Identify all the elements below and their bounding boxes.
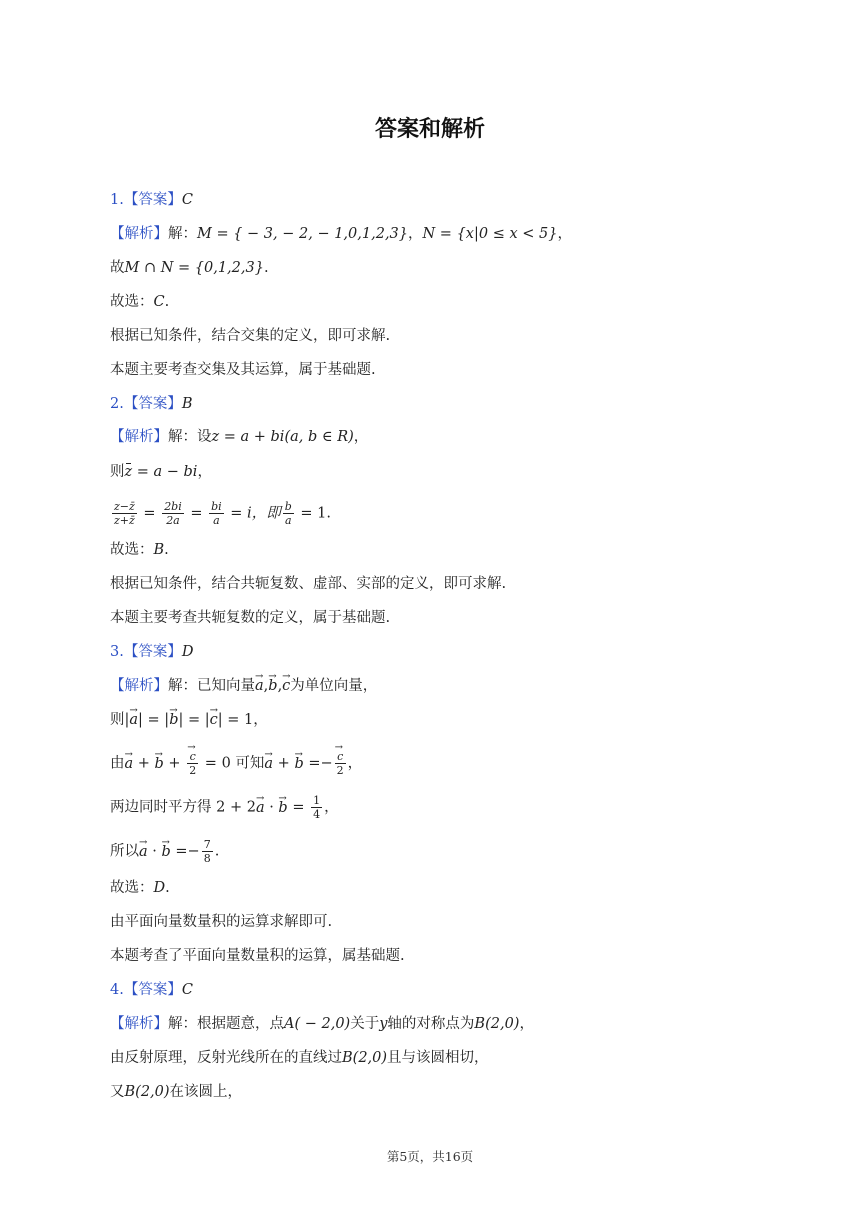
q2-solution-line-2 xyxy=(110,462,212,482)
q3-frac-quarter-den: 4 xyxy=(313,808,321,821)
q4-l2-end: 且与该圆相切， xyxy=(387,1050,489,1066)
q4-l3-end: 在该圆上， xyxy=(169,1084,243,1100)
q1-sep: ， xyxy=(408,226,423,242)
q4-l1-end: ， xyxy=(519,1016,534,1032)
q3-frac-c-den-1: 2 xyxy=(189,764,197,777)
q3-l3-end: ， xyxy=(347,755,363,772)
q2-solution-line-1 xyxy=(110,427,368,447)
q2-z-def: z = a + bi(a, b ∈ R) xyxy=(211,429,354,445)
q3-l4-lead: 两边同时平方得 2 + 2 xyxy=(110,799,256,816)
q3-lead: 解：已知向量 xyxy=(168,678,255,694)
q2-frac-1-den: z+z̄ xyxy=(114,514,135,527)
q4-jiexi-tag: 【解析】 xyxy=(110,1016,168,1032)
q3-vec-a: → a xyxy=(255,676,264,696)
q1-solution-line-1 xyxy=(110,224,572,244)
q4-answer-line xyxy=(110,980,193,1000)
q3-frac-78-den: 8 xyxy=(203,852,211,865)
q3-l3-vec-b2: → b xyxy=(294,754,303,774)
q2-frac-3 xyxy=(209,500,224,527)
q1-choice-line xyxy=(110,292,169,312)
q3-comma-1: , xyxy=(263,678,269,694)
q4-lead: 解：根据题意，点 xyxy=(168,1016,284,1032)
q1-l1-end: ， xyxy=(557,226,572,242)
q2-frac-1 xyxy=(112,500,137,527)
q2-frac-3-den: a xyxy=(213,514,220,527)
q4-answer-tag: 【答案】 xyxy=(123,982,182,998)
q2-conj-def: = a − bi xyxy=(132,464,198,480)
q1-choice-end: . xyxy=(164,294,170,310)
q4-point-b: B(2,0) xyxy=(474,1016,520,1032)
q2-answer-tag: 【答案】 xyxy=(123,396,182,412)
q3-choice-label: 故选： xyxy=(110,880,154,896)
q3-l3-vec-a: → a xyxy=(125,754,134,774)
q1-jiexi-tag: 【解析】 xyxy=(110,226,168,242)
q2-l2-end: ， xyxy=(197,464,212,480)
q1-choice: C xyxy=(153,294,165,310)
q3-answer: D xyxy=(181,644,194,660)
q2-summary: 本题主要考查共轭复数的定义，属于基础题. xyxy=(110,610,391,626)
q3-choice-line xyxy=(110,878,170,898)
q2-eq-2: = xyxy=(185,505,208,522)
q3-l5-vec-b: → b xyxy=(161,842,170,862)
q2-choice: B xyxy=(153,542,165,558)
q1-method: 根据已知条件，结合交集的定义，即可求解. xyxy=(110,328,391,344)
q4-mid-2: 轴的对称点为 xyxy=(387,1016,475,1032)
q2-answer: B xyxy=(181,396,193,412)
q1-summary: 本题主要考查交集及其运算，属于基础题. xyxy=(110,362,376,378)
q2-choice-line xyxy=(110,540,169,560)
q3-method: 由平面向量数量积的运算求解即可. xyxy=(110,914,333,930)
q3-norm-a: → a xyxy=(129,710,138,730)
q3-frac-c-num-1: → c xyxy=(187,750,198,764)
q3-frac-quarter-num: 1 xyxy=(313,794,321,807)
q2-l3-mid: = i，即 xyxy=(225,505,281,522)
q3-frac-78-num: 7 xyxy=(203,838,211,851)
q1-intersection: M ∩ N = {0,1,2,3} xyxy=(124,260,264,276)
q3-norm-b: → b xyxy=(169,710,178,730)
q3-l5-vec-a: → a xyxy=(139,842,148,862)
q1-l2-lead: 故 xyxy=(110,260,125,276)
q2-answer-line xyxy=(110,394,193,414)
q3-l2-lead: 则 xyxy=(110,712,125,728)
q3-vec-c: → c xyxy=(282,676,290,696)
q4-l3-point-b: B(2,0) xyxy=(124,1084,170,1100)
q2-l1-end: ， xyxy=(353,429,369,445)
q2-frac-4-den: a xyxy=(284,514,292,527)
page-footer: 第5页，共16页 xyxy=(386,1149,474,1164)
q2-eq-1: = xyxy=(138,505,161,522)
q4-l2-lead: 由反射原理，反射光线所在的直线过 xyxy=(110,1050,342,1066)
q1-set-m: M = { − 3, − 2, − 1,0,1,2,3} xyxy=(197,226,409,242)
q4-number: 4. xyxy=(110,982,124,998)
q2-frac-2 xyxy=(162,500,184,527)
q3-l4-end: ， xyxy=(324,799,339,816)
q3-answer-line xyxy=(110,642,193,662)
q4-l2-point-b: B(2,0) xyxy=(342,1050,388,1066)
q1-number: 1. xyxy=(110,192,124,208)
q1-l2-end: . xyxy=(263,260,269,276)
q2-frac-1-num: z−z̄ xyxy=(114,500,135,513)
q2-method: 根据已知条件，结合共轭复数、虚部、实部的定义，即可求解. xyxy=(110,576,507,592)
q2-jiexi-tag: 【解析】 xyxy=(110,429,168,445)
q3-frac-c-num-2: → c xyxy=(335,750,346,764)
q3-l4-vec-b: → b xyxy=(278,798,287,818)
q1-choice-label: 故选： xyxy=(110,294,154,310)
q3-comma-2: , xyxy=(277,678,283,694)
q3-solution-line-4: 两边同时平方得 2 + 2→ a · → b = $\frac{1}{4}$ ， xyxy=(110,794,339,821)
q3-frac-c-den-2: 2 xyxy=(336,764,344,777)
q1-answer: C xyxy=(181,192,193,208)
q2-choice-label: 故选： xyxy=(110,542,154,558)
q3-l5-end: . xyxy=(214,843,220,860)
q1-answer-line xyxy=(110,190,193,210)
q3-vec-b: → b xyxy=(268,676,277,696)
q4-y-axis: y xyxy=(379,1016,388,1032)
q2-frac-4-num: b xyxy=(284,500,292,513)
q3-answer-tag: 【答案】 xyxy=(123,644,182,660)
q3-l3-vec-b: → b xyxy=(155,754,164,774)
q4-solution-line-1 xyxy=(110,1014,534,1034)
q3-solution-line-1 xyxy=(110,676,377,696)
q4-point-a: A( − 2,0) xyxy=(284,1016,351,1032)
q3-frac-c-half-2 xyxy=(335,750,346,777)
q2-lead: 解：设 xyxy=(168,429,212,445)
q2-number: 2. xyxy=(110,396,124,412)
q4-mid-1: 关于 xyxy=(350,1016,380,1032)
q4-solution-line-2 xyxy=(110,1048,489,1068)
q3-norm-c: → c xyxy=(210,710,218,730)
q3-l1-end: 为单位向量， xyxy=(290,678,378,694)
q2-frac-3-num: bi xyxy=(211,500,222,513)
q1-set-n: N = {x|0 ≤ x < 5} xyxy=(422,226,558,242)
q3-l3-mid: = 0 可知 xyxy=(200,755,265,772)
q3-l5-lead: 所以 xyxy=(110,843,139,860)
q3-solution-line-2: 则|→ a| = |→ b| = |→ c| = 1， xyxy=(110,710,268,730)
q3-l2-end: = 1， xyxy=(222,712,268,728)
q3-l3-vec-a2: → a xyxy=(264,754,273,774)
q2-l2-lead: 则 xyxy=(110,464,125,480)
q2-l3-end: = 1. xyxy=(295,505,331,522)
q2-frac-4 xyxy=(283,500,294,527)
q3-number: 3. xyxy=(110,644,124,660)
q4-solution-line-3 xyxy=(110,1082,242,1102)
q3-l3-lead: 由 xyxy=(110,755,125,772)
q3-solution-line-3: 由→ a + → b + → $\frac{c}{2}$ = 0 可知→ a + → b =− → $\frac{c}{2}$ ， xyxy=(110,750,362,777)
q3-frac-seven-eighths xyxy=(202,838,213,865)
q3-summary: 本题考查了平面向量数量积的运算，属基础题. xyxy=(110,948,405,964)
q3-choice: D xyxy=(153,880,166,896)
q2-frac-2-den: 2a xyxy=(166,514,180,527)
q3-choice-end: . xyxy=(165,880,170,896)
q3-solution-line-5: 所以→ a · → b =− $\frac{7}{8}$ . xyxy=(110,838,219,865)
q3-frac-quarter xyxy=(311,794,322,821)
q3-jiexi-tag: 【解析】 xyxy=(110,678,168,694)
q3-frac-c-half-1 xyxy=(187,750,198,777)
q2-solution-line-3 xyxy=(110,500,331,527)
q1-lead: 解： xyxy=(168,226,197,242)
q3-l4-vec-a: → a xyxy=(256,798,265,818)
q2-choice-end: . xyxy=(164,542,169,558)
q4-l3-lead: 又 xyxy=(110,1084,125,1100)
q2-frac-2-num: 2bi xyxy=(164,500,182,513)
q4-answer: C xyxy=(181,982,193,998)
q2-z-conj: z xyxy=(124,464,133,480)
page-title: 答案和解析 xyxy=(374,117,485,142)
q1-answer-tag: 【答案】 xyxy=(123,192,182,208)
q1-solution-line-2 xyxy=(110,258,269,278)
